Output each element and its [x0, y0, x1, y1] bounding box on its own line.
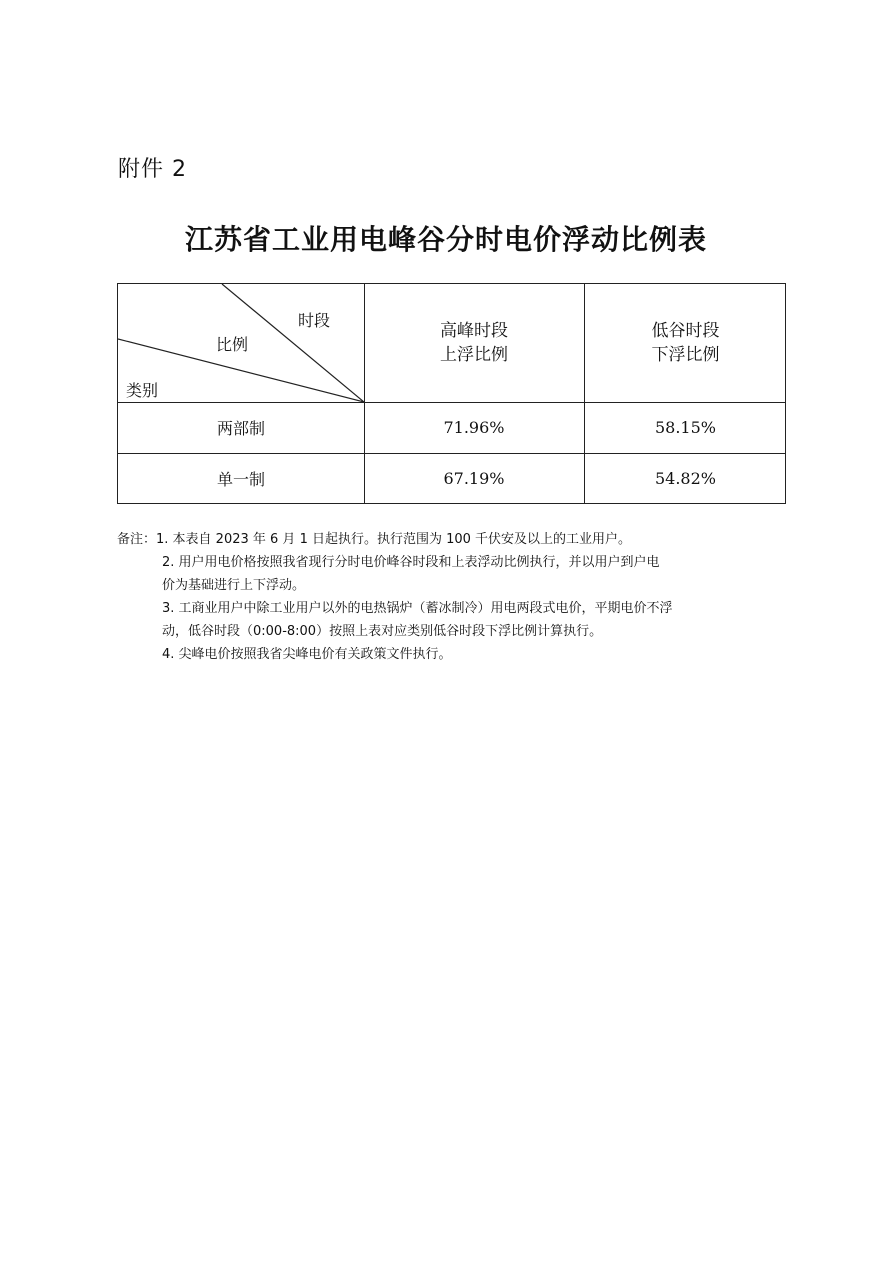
note-item-4: 4. 尖峰电价按照我省尖峰电价有关政策文件执行。	[162, 647, 452, 662]
note-item-3-continued: 动，低谷时段（0:00-8:00）按照上表对应类别低谷时段下浮比例计算执行。	[162, 624, 603, 639]
corner-ratio-label: 比例	[216, 335, 249, 354]
page-title: 江苏省工业用电峰谷分时电价浮动比例表	[184, 223, 707, 256]
row-category-cell: 两部制	[216, 419, 265, 438]
column-header-line: 下浮比例	[651, 345, 720, 365]
notes-prefix: 备注：	[117, 532, 157, 547]
corner-category-label: 类别	[126, 381, 159, 400]
note-item-2: 2. 用户用电价格按照我省现行分时电价峰谷时段和上表浮动比例执行，并以用户到户电	[162, 555, 660, 570]
corner-time-period-label: 时段	[298, 311, 331, 330]
peak-ratio-cell: 67.19%	[443, 468, 505, 488]
attachment-label: 附件 2	[118, 157, 187, 182]
valley-ratio-cell: 54.82%	[654, 468, 716, 488]
corner-header-cell	[118, 284, 364, 402]
rate-table	[117, 283, 786, 504]
column-header-line: 上浮比例	[440, 345, 508, 365]
valley-ratio-cell: 58.15%	[654, 418, 716, 437]
note-text: 1. 本表自 2023 年 6 月 1 日起执行。执行范围为 100 千伏安及以上的工业用户。	[156, 532, 632, 547]
note-item-3: 3. 工商业用户中除工业用户以外的电热锅炉（蓄冰制冷）用电两段式电价，平期电价不浮	[162, 601, 673, 616]
note-item-2-continued: 价为基础进行上下浮动。	[162, 578, 306, 593]
column-header-line: 低谷时段	[651, 321, 720, 341]
notes-section	[117, 528, 797, 666]
peak-ratio-cell: 71.96%	[443, 418, 505, 437]
row-category-cell: 单一制	[216, 469, 265, 489]
note-item-1	[117, 528, 797, 551]
column-header-peak	[364, 284, 584, 402]
column-header-valley	[584, 284, 787, 402]
column-header-line: 高峰时段	[440, 321, 508, 341]
